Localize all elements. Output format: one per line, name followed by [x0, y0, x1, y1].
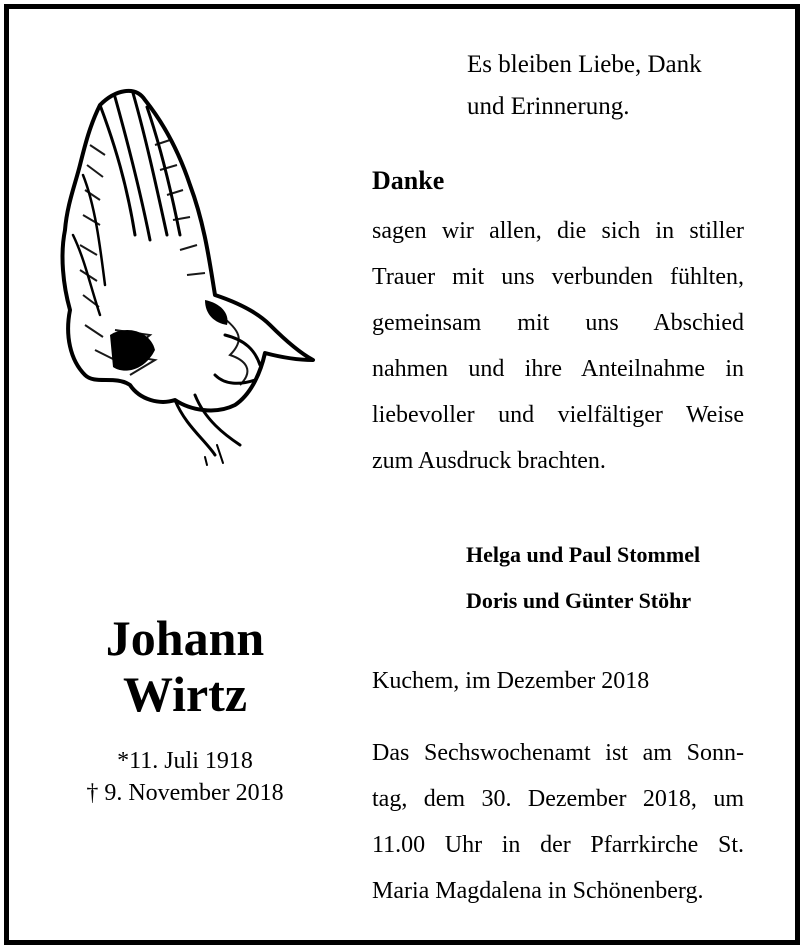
signatories — [466, 532, 700, 624]
thanks-line: liebevoller und vielfältiger Weise — [372, 402, 744, 428]
signatory: Doris und Günter Stöhr — [466, 588, 692, 613]
deceased-name — [70, 610, 300, 722]
thanks-line: zum Ausdruck brachten. — [372, 448, 606, 474]
life-dates — [50, 745, 320, 809]
last-name: Wirtz — [122, 666, 248, 722]
praying-hands-icon — [55, 85, 320, 470]
service-line: 11.00 Uhr in der Pfarrkirche St. — [372, 832, 744, 858]
thanks-line: nahmen und ihre Anteilnahme in — [372, 356, 744, 382]
death-date: † 9. November 2018 — [86, 780, 284, 806]
motto-line: Es bleiben Liebe, Dank — [467, 51, 702, 78]
first-name: Johann — [105, 610, 265, 666]
service-note — [372, 730, 744, 914]
birth-date: *11. Juli 1918 — [117, 748, 253, 774]
service-line: Das Sechswochenamt ist am Sonn- — [372, 740, 744, 766]
thanks-line: sagen wir allen, die sich in stiller — [372, 218, 744, 244]
thanks-text — [372, 208, 744, 484]
signatory: Helga und Paul Stommel — [466, 542, 701, 567]
service-line: tag, dem 30. Dezember 2018, um — [372, 786, 744, 812]
thanks-heading: Danke — [372, 166, 445, 195]
thanks-line: gemeinsam mit uns Abschied — [372, 310, 744, 336]
service-line: Maria Magdalena in Schönenberg. — [372, 878, 704, 904]
motto — [467, 44, 702, 128]
place-date: Kuchem, im Dezember 2018 — [372, 668, 650, 694]
thanks-line: Trauer mit uns verbunden fühlten, — [372, 264, 744, 290]
motto-line: und Erinnerung. — [467, 93, 630, 120]
